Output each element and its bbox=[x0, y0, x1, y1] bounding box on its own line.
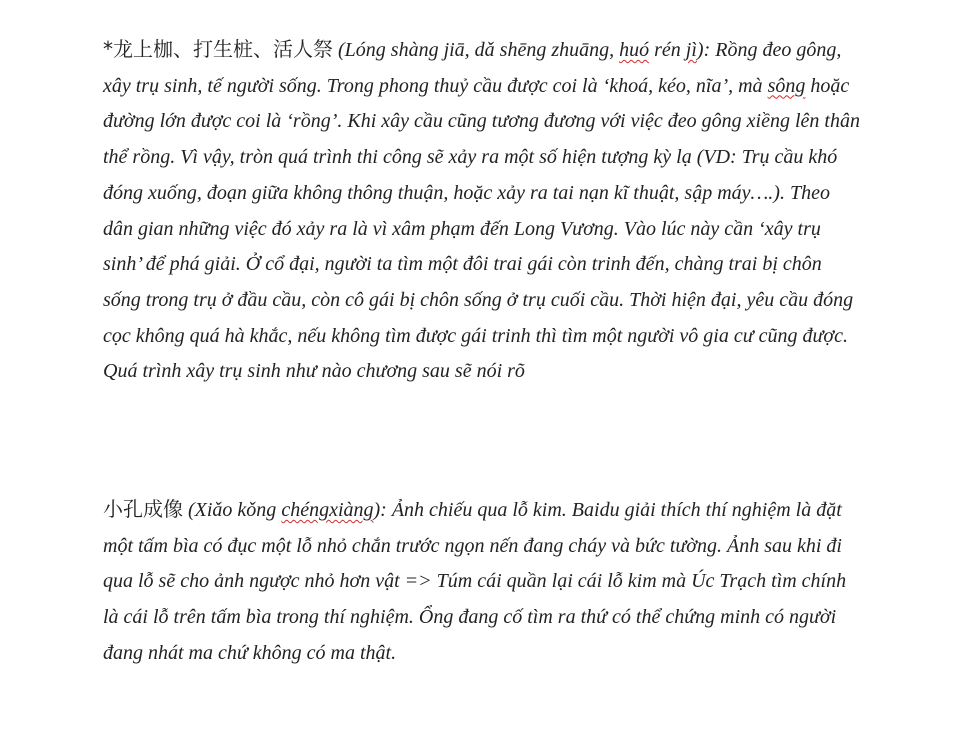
note-text: hoặc đường lớn được coi là ‘rồng’. Khi xây cầu cũng tương đương với việc đeo gông xiềng lên thân thể rồng. Vì vậy, tròn quá trình thi công sẽ xảy ra một số hiện tượng kỳ lạ (VD: Trụ cầu khó đóng xuống, đoạn giữa không thông thuận, hoặc xảy ra tai nạn kĩ thuật, sập máy….). Theo dân gian những việc đó xảy ra là vì xâm phạm đến Long Vương. Vào lúc này cần ‘xây trụ sinh’ để phá giải. Ở cổ đại, người ta tìm một đôi trai gái còn trinh đến, chàng trai bị chôn sống trong trụ ở đầu cầu, còn cô gái bị chôn sống ở trụ cuối cầu. Thời hiện đại, yêu cầu đóng cọc không quá hà khắc, nếu không tìm được gái trinh thì tìm một người vô gia cư cũng được. Quá trình xây trụ sinh như nào chương sau sẽ nói rõ bbox=[103, 74, 860, 383]
pinyin-part: (Xiǎo kǒng bbox=[183, 499, 282, 521]
pinyin-part: ): bbox=[373, 499, 392, 521]
pinyin-part: (Lóng shàng jiā, dǎ shēng zhuāng, bbox=[333, 39, 620, 61]
pinyin-part: rén bbox=[649, 39, 686, 61]
note-text: Rồng đeo gông, xây trụ sinh, tế người sống. Trong phong thuỷ cầu được coi là ‘khoá, kéo, nĩa’, mà bbox=[103, 39, 842, 97]
note-text: Ảnh chiếu qua lỗ kim. Baidu giải thích thí nghiệm là đặt một tấm bìa có đục một lỗ nhỏ chắn trước ngọn nến đang cháy và bức tường. Ảnh sau khi đi qua lỗ sẽ cho ảnh ngược nhỏ hơn vật => Túm cái quần lại cái lỗ kim mà Úc Trạch tìm chính là cái lỗ trên tấm bìa trong thí nghiệm. Ổng đang cố tìm ra thứ có thể chứng minh có người đang nhát ma chứ không có ma thật. bbox=[103, 499, 847, 664]
footnote-pinhole-camera bbox=[103, 492, 863, 672]
pinyin-part: ): bbox=[696, 39, 716, 61]
spellcheck-word[interactable]: huó bbox=[619, 39, 650, 61]
footnote-dragon-shackle bbox=[103, 32, 863, 390]
spellcheck-word[interactable]: jì bbox=[685, 39, 697, 61]
spellcheck-word[interactable]: chéngxiàng bbox=[281, 499, 374, 521]
chinese-term: *龙上枷、打生桩、活人祭 bbox=[103, 37, 333, 61]
spellcheck-word[interactable]: sông bbox=[767, 74, 806, 97]
chinese-term: 小孔成像 bbox=[103, 497, 183, 521]
